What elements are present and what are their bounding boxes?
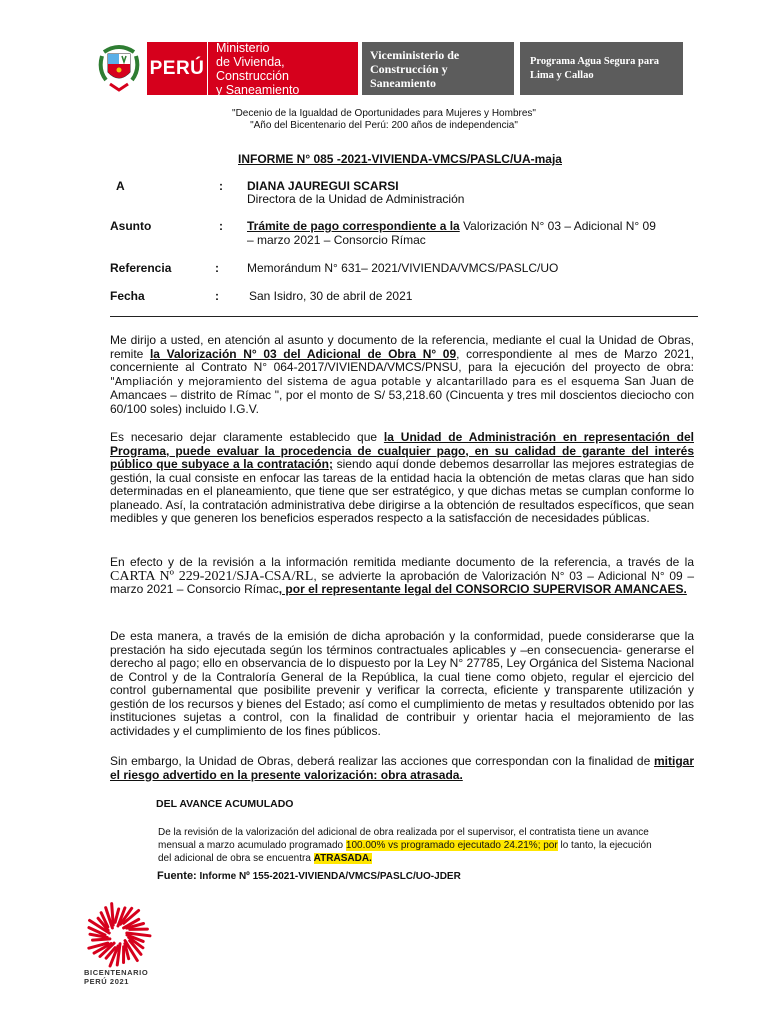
avance-line: mensual a marzo acumulado programado [158,840,346,851]
p2-bold: la Unidad de Administración en representación del Programa, puede evaluar la procedencia de cualquier pago, en su calidad de garante del interés público que subyace a la contratación; [110,430,694,471]
p2-text: Es necesario dejar claramente establecido que [110,430,384,444]
field-colon: : [219,219,223,233]
p2-text: siendo aquí donde debemos desarrollar las mejores estrategias de gestión, la cual consiste en enfocar las tareas de la entidad hacia la obtención de metas claras que han sido determinadas en el planeamiento, que tiene que ser estratégico, y que dichas metas se cumplan conforme lo planeado. Así, la contratación administrativa debe dirigirse a la obtención de resultados específicos, que sean medibles y que generen los beneficios esperados respecto a la satisfacción de necesidades públicas. [110,457,694,525]
paragraph-5 [110,755,694,782]
date-value: San Isidro, 30 de abril de 2021 [249,289,413,303]
source-value: Informe Nº 155-2021-VIVIENDA/VMCS/PASLC/UO-JDER [196,871,461,882]
ministry-line: de Vivienda, Construcción [216,54,289,83]
subject-bold: Trámite de pago correspondiente a la [247,219,460,233]
p1-text: San Juan de Amancaes – distrito de Rímac ", por el monto de S/ 53,218.60 (Cincuenta y tres mil doscientos dieciocho con 60/100 soles) incluido I.G.V. [110,373,694,416]
avance-highlight: ATRASADA. [313,853,372,864]
viceministry-line: Viceministerio de [370,47,460,62]
p1-text: , correspondiente al mes de Marzo 2021, concerniente al Contrato N° 064-2017/VIVIENDA/VMCS/PNSU, para la ejecución del proyecto de obra: [110,346,694,374]
reference-label: Referencia [110,261,172,275]
source-note [157,870,461,882]
paragraph-3 [110,556,694,597]
ministry-name [208,42,358,95]
avance-highlight: 100.00% vs programado ejecutado 24.21%; por [345,840,558,851]
viceministry-line: Construcción y Saneamiento [370,61,448,90]
ministry-line: Ministerio [216,40,270,55]
recipient-name: DIANA JAUREGUI SCARSI [247,179,399,193]
date-label: Fecha [110,289,145,303]
subject-rest: – marzo 2021 – Consorcio Rímac [247,232,426,247]
bicentenario-line: BICENTENARIO [84,968,149,977]
avance-excerpt [158,826,694,865]
avance-line: lo tanto, la ejecución [557,840,652,851]
subject-value [247,220,697,247]
bicentenario-text [84,968,148,986]
program-name: Programa Agua Segura para Lima y Callao [520,42,683,95]
bicentenario-line: PERÚ 2021 [84,977,130,986]
p1-bold: la Valorización N° 03 del Adicional de Obra N° 09 [149,346,457,361]
paragraph-4 [110,630,694,738]
subject-rest: Valorización N° 03 – Adicional N° 09 [459,219,656,233]
p3-text: En efecto y de la revisión a la información remitida mediante documento de la referencia, a través de la [110,555,694,569]
field-colon: : [215,261,219,275]
source-label: Fuente: [157,870,197,882]
coat-of-arms-icon [96,40,142,96]
motto-line: "Año del Bicentenario del Perú: 200 años de independencia" [250,120,518,131]
peru-label: PERÚ [147,42,207,95]
p5-bold: mitigar el riesgo advertido en la presente valorización: obra atrasada. [110,754,694,782]
motto-line: "Decenio de la Igualdad de Oportunidades para Mujeres y Hombres" [232,108,536,119]
viceministry-name [362,42,514,95]
p5-text: Sin embargo, la Unidad de Obras, deberá realizar las acciones que correspondan con la finalidad de [110,754,654,768]
recipient-role: Directora de la Unidad de Administración [247,192,465,206]
logo-ray [115,909,119,922]
separator-line [110,316,698,317]
avance-line: del adicional de obra se encuentra [158,853,314,864]
logo-ray [93,939,110,940]
carta-ref: CARTA Nº 229-2021/SJA-CSA/RL [110,568,314,584]
project-name: "Ampliación y mejoramiento del sistema de agua potable y alcantarillado para es el esquema [110,375,620,388]
document-title: INFORME N° 085 -2021-VIVIENDA-VMCS/PASLC/UA-maja [238,152,562,166]
paragraph-1 [110,334,694,416]
avance-heading: DEL AVANCE ACUMULADO [156,798,294,810]
logo-ray [112,904,114,925]
p4-text: De esta manera, a través de la emisión de dicha aprobación y la conformidad, puede considerarse que la prestación ha sido ejecutada según los términos contractuales aplicables y –en consecuencia- generarse el derecho al pago; ello en observancia de lo dispuesto por la Ley N° 27785, Ley Orgánica del Sistema Nacional de Control y de la Contraloría General de la República, la cual tiene como objeto, regular el ejercicio del control gubernamental que posibilite prevenir y verificar la correcta, eficiente y transparente utilización y gestión de los recursos y bienes del Estado; así como el cumplimiento de metas y resultados obtenido por las instituciones sujetas a control, con la finalidad de contribuir y orientar hacia el mejoramiento de las actividades y el cumplimiento de los fines públicos. [110,629,694,738]
subject-label: Asunto [110,219,152,233]
bicentenario-logo-icon [82,902,162,968]
field-colon: : [219,179,223,193]
p3-bold: , por el representante legal del CONSORCIO SUPERVISOR AMANCAES. [278,582,687,596]
reference-value: Memorándum N° 631– 2021/VIVIENDA/VMCS/PASLC/UO [247,261,559,275]
ministry-line: y Saneamiento [216,82,300,97]
p1-text: Me dirijo a usted, en atención al asunto y documento de la referencia, mediante el cual la Unidad de Obras, remite [110,333,694,361]
paragraph-2 [110,431,694,526]
avance-line: De la revisión de la valorización del adicional de obra realizada por el supervisor, el contratista tiene un avance [158,827,649,838]
p3-text: , se advierte la aprobación de Valorización N° 03 – Adicional N° 09 – marzo 2021 – Consorcio Rímac [110,568,694,596]
to-label: A [116,179,125,193]
field-colon: : [215,289,219,303]
